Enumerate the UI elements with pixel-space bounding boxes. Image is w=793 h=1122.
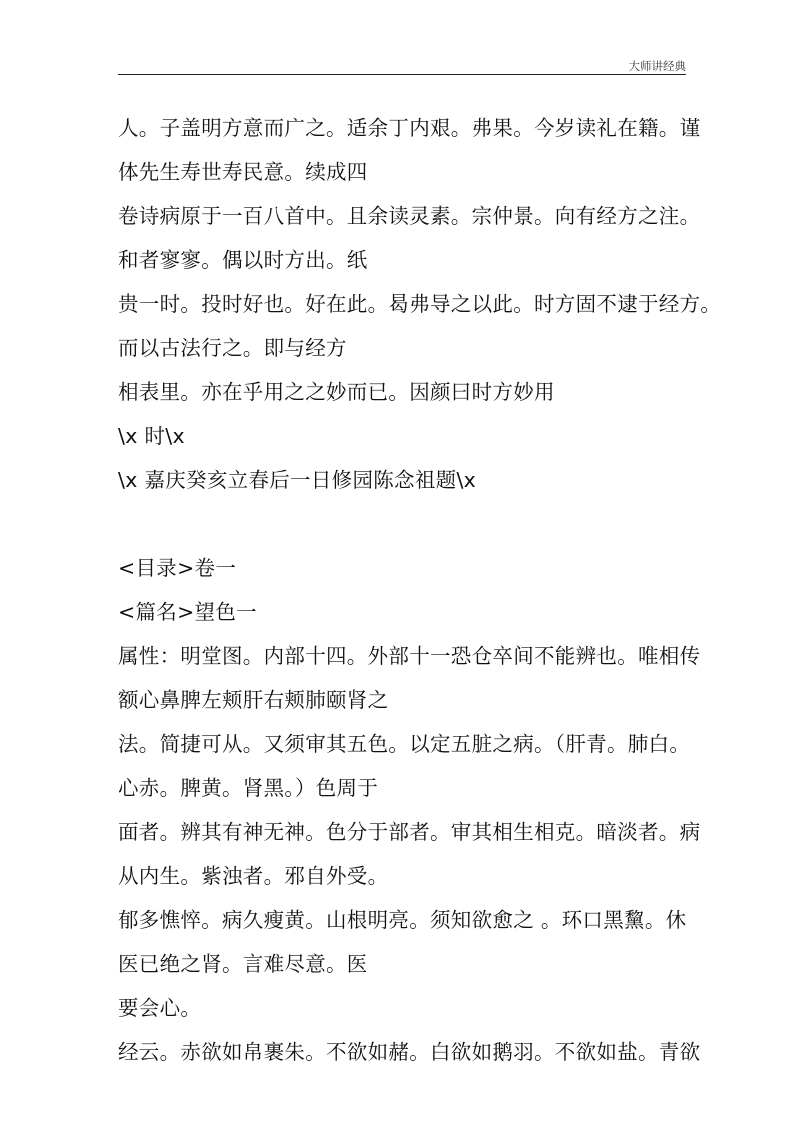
text-line: 法。简捷可从。又须审其五色。以定五脏之病。（肝青。肺白。: [118, 732, 691, 756]
text-line: 体先生寿世寿民意。续成四: [118, 160, 368, 184]
text-line: 面者。辨其有神无神。色分于部者。审其相生相克。暗淡者。病: [118, 820, 701, 844]
document-body: [118, 106, 722, 1074]
text-line: \x 时\x: [118, 424, 185, 448]
text-line: \x 嘉庆癸亥立春后一日修园陈念祖题\x: [118, 468, 477, 492]
running-header: 大师讲经典: [628, 59, 686, 73]
text-line: 郁多憔悴。病久瘦黄。山根明亮。须知欲愈之 。环口黑黧。休: [118, 908, 687, 932]
text-line: <篇名>望色一: [118, 600, 257, 624]
text-line: <目录>卷一: [118, 556, 237, 580]
text-line: 从内生。紫浊者。邪自外受。: [118, 864, 389, 888]
text-line: 人。子盖明方意而广之。适余丁内艰。弗果。今岁读礼在籍。谨: [118, 116, 701, 140]
text-line: 属性：明堂图。内部十四。外部十一恐仓卒间不能辨也。唯相传: [118, 644, 701, 668]
text-line: 额心鼻脾左颊肝右颊肺颐肾之: [118, 688, 389, 712]
text-line: 经云。赤欲如帛裹朱。不欲如赭。白欲如鹅羽。不欲如盐。青欲: [118, 1040, 701, 1064]
text-line: 要会心。: [118, 996, 202, 1020]
text-line: 相表里。亦在乎用之之妙而已。因颜曰时方妙用: [118, 380, 555, 404]
header-divider: [118, 74, 686, 75]
text-line: 和者寥寥。偶以时方出。纸: [118, 248, 368, 272]
text-line: 心赤。脾黄。肾黑。）色周于: [118, 776, 379, 800]
text-line: 医已绝之肾。言难尽意。医: [118, 952, 368, 976]
text-line: 而以古法行之。即与经方: [118, 336, 347, 360]
blank-line: [118, 502, 690, 546]
text-line: 卷诗病原于一百八首中。且余读灵素。宗仲景。向有经方之注。: [118, 204, 701, 228]
text-line: 贵一时。投时好也。好在此。曷弗导之以此。时方固不逮于经方。: [118, 292, 722, 316]
